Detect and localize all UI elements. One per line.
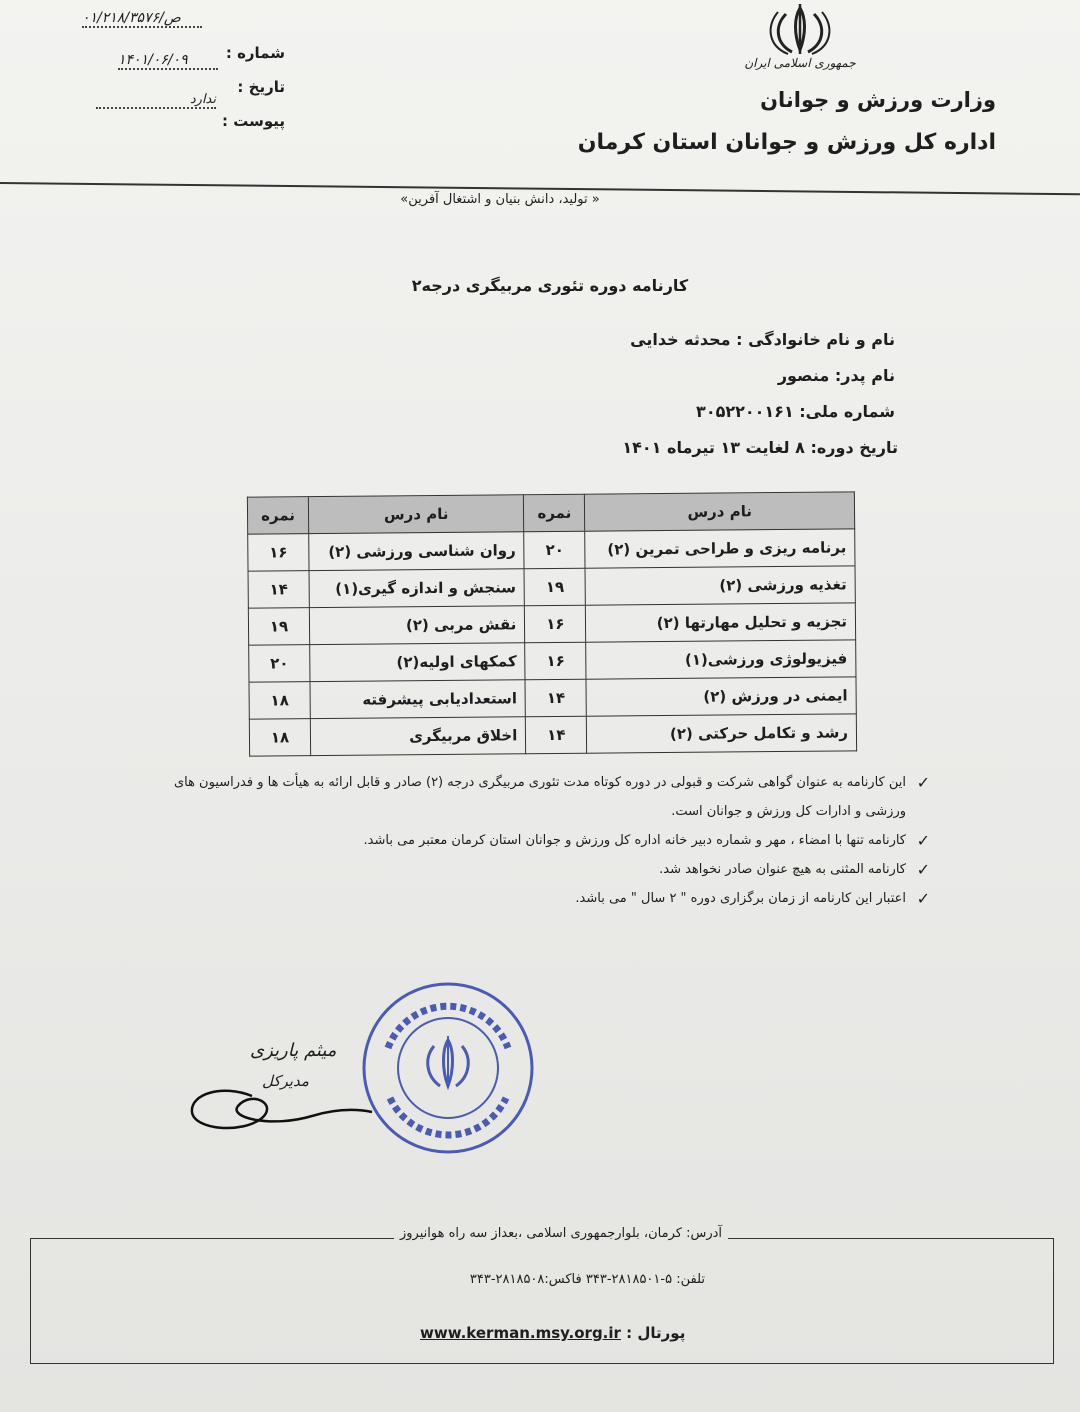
note-text: کارنامه تنها با امضاء ، مهر و شماره دبیر خانه اداره کل ورزش و جوانان استان کرمان معتبر می باشد. — [363, 833, 906, 848]
letter-number-value: ۰۱/۲۱۸/۳۵۷۶/ص — [82, 10, 202, 28]
check-icon: ✓ — [916, 831, 930, 850]
footer-box — [30, 1238, 1054, 1364]
national-id: شماره ملی: ۳۰۵۲۲۰۰۱۶۱ — [696, 402, 895, 421]
check-icon: ✓ — [916, 889, 930, 908]
course-name: تجزیه و تحلیل مهارتها (۲) — [586, 603, 856, 642]
list-item — [130, 826, 930, 855]
slogan: « تولید، دانش بنیان و اشتغال آفرین» — [400, 192, 600, 207]
portal-label: پورتال : — [626, 1324, 686, 1342]
ministry-name: وزارت ورزش و جوانان — [760, 88, 996, 112]
list-item — [130, 768, 930, 826]
course-name: روان شناسی ورزشی (۲) — [309, 532, 525, 571]
emblem-caption: جمهوری اسلامی ایران — [744, 56, 856, 70]
table-row — [249, 714, 856, 756]
course-name: فیزیولوژی ورزشی(۱) — [586, 640, 856, 679]
student-name: نام و نام خانوادگی : محدثه خدایی — [630, 330, 895, 349]
course-grade: ۱۶ — [525, 642, 586, 680]
grades-header-row — [247, 492, 854, 534]
course-name: کمکهای اولیه(۲) — [310, 643, 526, 682]
course-name: استعدادیابی پیشرفته — [310, 680, 526, 719]
course-grade: ۱۴ — [526, 716, 587, 754]
course-grade: ۱۴ — [525, 679, 586, 717]
course-name: سنجش و اندازه گیری(۱) — [309, 569, 525, 608]
column-header-grade: نمره — [247, 497, 308, 535]
notes-list — [130, 768, 930, 913]
table-row — [249, 677, 856, 719]
directorate-name: اداره کل ورزش و جوانان استان کرمان — [577, 130, 996, 155]
note-text: این کارنامه به عنوان گواهی شرکت و قبولی در دوره کوتاه مدت تئوری مربیگری درجه (۲) صادر و قابل ارائه به هیأت ها و فدراسیون های ورزشی و ادارات کل ورزش و جوانان است. — [173, 775, 906, 819]
table-row — [249, 640, 856, 682]
column-header-course: نام درس — [308, 495, 524, 534]
list-item — [130, 855, 930, 884]
course-name: رشد و تکامل حرکتی (۲) — [587, 714, 857, 753]
course-name: اخلاق مربیگری — [310, 717, 526, 756]
course-grade: ۱۶ — [525, 605, 586, 643]
course-grade: ۱۸ — [249, 682, 310, 720]
course-grade: ۲۰ — [249, 645, 310, 683]
signatory-name: میثم پاریزی — [250, 1040, 337, 1061]
footer-portal — [420, 1324, 685, 1342]
course-name: تغذیه ورزشی (۲) — [585, 566, 855, 605]
column-header-grade: نمره — [524, 494, 585, 532]
attachment-label: پیوست : — [221, 112, 285, 130]
letter-number-label: شماره : — [225, 44, 285, 62]
father-name: نام پدر: منصور — [777, 366, 895, 385]
document-title: کارنامه دوره تئوری مربیگری درجه۲ — [411, 276, 689, 295]
course-grade: ۲۰ — [524, 531, 585, 569]
attachment-value: ندارد — [96, 92, 216, 109]
table-row — [248, 529, 855, 571]
check-icon: ✓ — [916, 773, 930, 792]
footer-address: آدرس: کرمان، بلوارجمهوری اسلامی ،بعداز سه راه هوانیروز — [394, 1226, 728, 1241]
table-row — [248, 603, 855, 645]
course-name: ایمنی در ورزش (۲) — [586, 677, 856, 716]
letter-date-label: تاریخ : — [237, 78, 285, 96]
course-period: تاریخ دوره: ۸ لغایت ۱۳ تیرماه ۱۴۰۱ — [622, 438, 898, 457]
list-item — [130, 884, 930, 913]
note-text: کارنامه المثنی به هیچ عنوان صادر نخواهد شد. — [659, 862, 906, 877]
column-header-course: نام درس — [585, 492, 855, 531]
note-text: اعتبار این کارنامه از زمان برگزاری دوره " ۲ سال " می باشد. — [575, 891, 906, 906]
footer-phones: تلفن: ۵-۲۸۱۸۵۰۱-۳۴۳ فاکس:۲۸۱۸۵۰۸-۳۴۳ — [469, 1272, 705, 1287]
course-grade: ۱۶ — [248, 534, 309, 572]
course-grade: ۱۹ — [248, 608, 309, 646]
signature-scribble-icon — [182, 1076, 382, 1136]
course-name: نقش مربی (۲) — [309, 606, 525, 645]
official-stamp-icon — [358, 978, 538, 1158]
signatory-title: مدیرکل — [262, 1072, 309, 1090]
table-row — [248, 566, 855, 608]
course-grade: ۱۸ — [249, 719, 310, 757]
iran-emblem-icon — [760, 4, 840, 56]
check-icon: ✓ — [916, 860, 930, 879]
letter-date-value: ۱۴۰۱/۰۶/۰۹ — [118, 52, 218, 70]
course-grade: ۱۴ — [248, 571, 309, 609]
grades-table — [247, 491, 857, 756]
course-grade: ۱۹ — [524, 568, 585, 606]
course-name: برنامه ریزی و طراحی تمرین (۲) — [585, 529, 855, 568]
portal-link[interactable]: www.kerman.msy.org.ir — [420, 1324, 621, 1342]
